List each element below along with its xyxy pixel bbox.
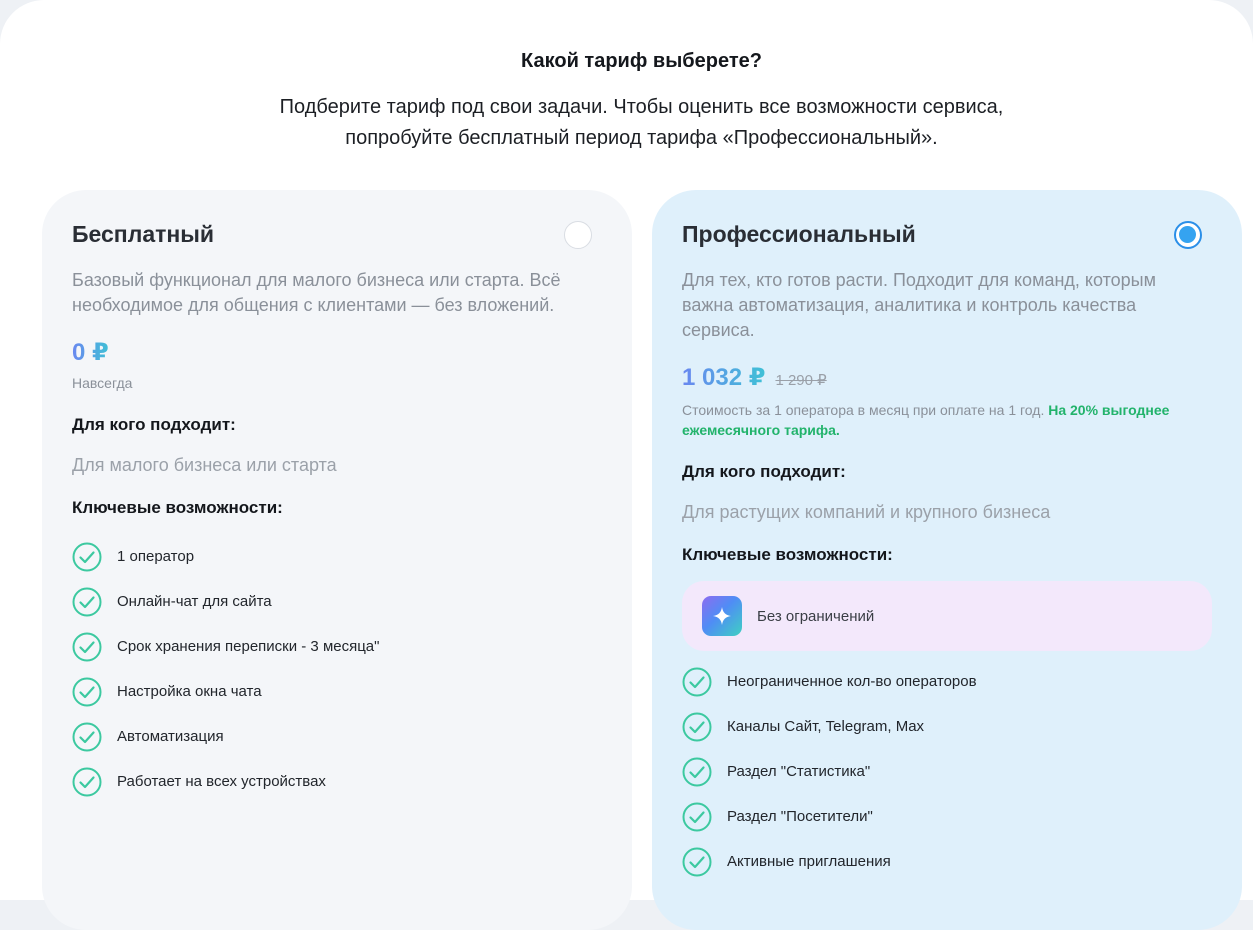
feature-item	[72, 534, 602, 579]
check-circle-icon	[72, 722, 102, 752]
check-circle-icon	[72, 632, 102, 662]
feature-item	[682, 794, 1212, 839]
check-circle-icon	[72, 677, 102, 707]
plan-title: Профессиональный	[682, 221, 916, 247]
plan-card-free[interactable]	[42, 190, 632, 930]
plan-description: Для тех, кто готов расти. Подходит для команд, которым важна автоматизация, аналитика и контроль качества сервиса.	[682, 270, 1156, 340]
price-note	[682, 400, 1202, 440]
feature-label: Каналы Сайт, Telegram, Max	[727, 718, 925, 735]
check-circle-icon	[72, 767, 102, 797]
check-circle-icon	[72, 542, 102, 572]
feature-item	[682, 749, 1212, 794]
features-list-professional	[682, 659, 1212, 884]
check-circle-icon	[682, 667, 712, 697]
unlimited-label: Без ограничений	[757, 607, 875, 625]
plan-price: 1 032 ₽	[682, 364, 766, 391]
check-circle-icon	[72, 587, 102, 617]
price-note-text: Стоимость за 1 оператора в месяц при оплате на 1 год.	[682, 402, 1045, 418]
audience-text: Для малого бизнеса или старта	[72, 455, 337, 475]
plan-radio-free[interactable]	[564, 221, 592, 249]
plan-radio-professional[interactable]	[1174, 221, 1202, 249]
features-label: Ключевые возможности:	[72, 498, 283, 517]
feature-item	[72, 669, 602, 714]
feature-item	[682, 704, 1212, 749]
feature-item	[72, 759, 602, 804]
sparkle-icon	[702, 596, 742, 636]
subtitle-line-2: попробуйте бесплатный период тарифа «Профессиональный».	[345, 127, 938, 149]
check-circle-icon	[682, 757, 712, 787]
plan-price: 0 ₽	[72, 339, 109, 366]
feature-label: Работает на всех устройствах	[117, 773, 326, 790]
feature-label: Настройка окна чата	[117, 683, 262, 700]
feature-label: Раздел "Посетители"	[727, 808, 873, 825]
feature-item	[682, 839, 1212, 884]
feature-label: Раздел "Статистика"	[727, 763, 871, 780]
check-circle-icon	[682, 802, 712, 832]
check-circle-icon	[682, 712, 712, 742]
page-title: Какой тариф выберете?	[521, 50, 762, 72]
check-circle-icon	[682, 847, 712, 877]
price-row	[72, 338, 602, 367]
feature-item	[72, 714, 602, 759]
audience-label: Для кого подходит:	[72, 415, 236, 434]
plan-card-professional[interactable]	[652, 190, 1242, 930]
feature-label: Онлайн-чат для сайта	[117, 593, 272, 610]
features-label: Ключевые возможности:	[682, 545, 893, 564]
feature-label: Автоматизация	[117, 728, 224, 745]
feature-label: Активные приглашения	[727, 853, 891, 870]
audience-label: Для кого подходит:	[682, 462, 846, 481]
feature-item	[682, 659, 1212, 704]
old-price: 1 290 ₽	[775, 372, 827, 389]
feature-label: Срок хранения переписки - 3 месяца"	[117, 638, 380, 655]
feature-item	[72, 624, 602, 669]
plan-description: Базовый функционал для малого бизнеса или старта. Всё необходимое для общения с клиентами — без вложений.	[72, 270, 561, 315]
feature-label: Неограниченное кол-во операторов	[727, 673, 977, 690]
price-row	[682, 363, 1212, 392]
subtitle-line-1: Подберите тариф под свои задачи. Чтобы оценить все возможности сервиса,	[279, 96, 1004, 118]
page-subtitle	[0, 92, 1253, 154]
price-note: Навсегда	[72, 375, 133, 391]
audience-text: Для растущих компаний и крупного бизнеса	[682, 502, 1051, 522]
unlimited-banner	[682, 581, 1212, 651]
feature-item	[72, 579, 602, 624]
discount-highlight: На 20% выгоднее ежемесячного тарифа.	[682, 402, 1170, 438]
plan-title: Бесплатный	[72, 221, 215, 247]
features-list-free	[72, 534, 602, 804]
feature-label: 1 оператор	[117, 548, 195, 565]
